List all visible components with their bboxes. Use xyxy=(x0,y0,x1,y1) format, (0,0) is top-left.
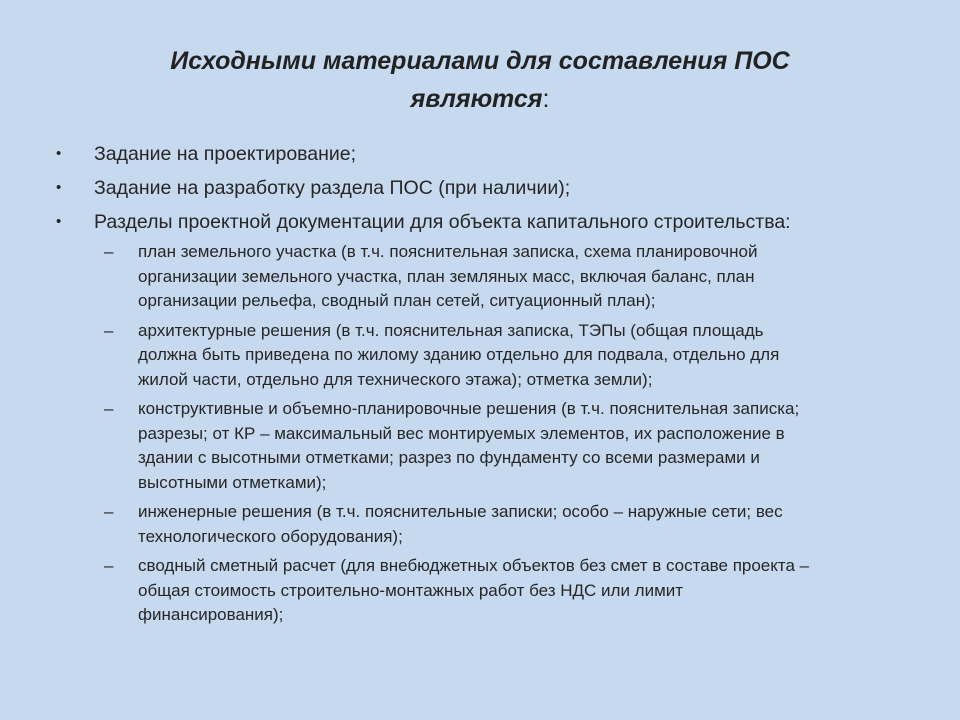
sub-item-line: технологического оборудования); xyxy=(138,526,403,546)
list-item xyxy=(56,142,936,166)
sub-item-line: план земельного участка (в т.ч. пояснительная записка, схема планировочной xyxy=(138,242,758,261)
title-line-2-text: являются xyxy=(410,85,543,113)
sub-item-line: сводный сметный расчет (для внебюджетных объектов без смет в составе проекта – xyxy=(138,556,810,575)
sub-item-line: архитектурные решения (в т.ч. пояснительная записка, ТЭПы (общая площадь xyxy=(138,320,764,340)
dash-icon: – xyxy=(104,556,114,575)
sub-list-item xyxy=(94,500,898,549)
sub-item-line: конструктивные и объемно-планировочные решения (в т.ч. пояснительная записка; xyxy=(138,399,800,418)
sub-list xyxy=(94,240,936,628)
sub-item-line: инженерные решения (в т.ч. пояснительные записки; особо – наружные сети; вес xyxy=(138,502,783,521)
bullet-icon: • xyxy=(56,179,62,196)
sub-item-line: финансирования); xyxy=(138,605,284,624)
slide-title xyxy=(90,42,870,118)
sub-item-line: общая стоимость строительно-монтажных работ без НДС или лимит xyxy=(138,580,684,600)
list-item xyxy=(56,176,936,200)
list-item-text: Задание на проектирование; xyxy=(94,143,357,165)
sub-list-item xyxy=(94,240,898,314)
sub-item-line: высотными отметками); xyxy=(138,472,327,492)
sub-item-line: организации земельного участка, план земляных масс, включая баланс, план xyxy=(138,266,755,286)
bullet-icon: • xyxy=(56,145,62,162)
sub-list-item xyxy=(94,554,898,628)
sub-item-line: жилой части, отдельно для технического этажа); отметка земли); xyxy=(138,369,653,389)
dash-icon: – xyxy=(104,399,114,418)
list-item-text: Задание на разработку раздела ПОС (при наличии); xyxy=(94,177,571,199)
sub-item-line: разрезы; от КР – максимальный вес монтируемых элементов, их расположение в xyxy=(138,423,785,443)
sub-list-item xyxy=(94,319,898,393)
list-item-text: Разделы проектной документации для объекта капитального строительства: xyxy=(94,211,791,233)
dash-icon: – xyxy=(104,502,114,521)
list-item xyxy=(56,210,936,628)
bullet-icon: • xyxy=(56,213,62,230)
sub-item-line: здании с высотными отметками; разрез по фундаменту со всеми размерами и xyxy=(138,448,760,467)
title-line-2 xyxy=(90,80,870,118)
sub-item-line: организации рельефа, сводный план сетей, ситуационный план); xyxy=(138,291,656,310)
sub-list-item xyxy=(94,397,898,495)
dash-icon: – xyxy=(104,242,114,261)
title-line-1: Исходными материалами для составления ПОС xyxy=(170,47,790,75)
bullet-list xyxy=(56,142,936,633)
dash-icon: – xyxy=(104,320,114,340)
sub-item-line: должна быть приведена по жилому зданию отдельно для подвала, отдельно для xyxy=(138,345,780,364)
title-colon: : xyxy=(542,85,550,113)
